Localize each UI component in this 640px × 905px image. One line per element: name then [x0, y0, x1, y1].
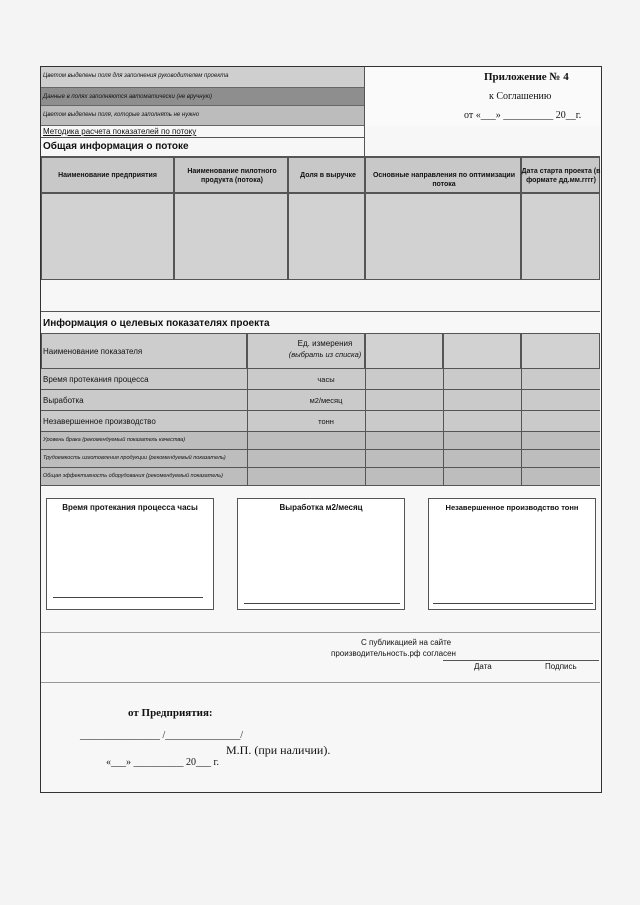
col-optimization: Основные направления по оптимизации потока	[372, 172, 516, 188]
input-start-date[interactable]	[521, 193, 600, 280]
legend-no-fill: Цветом выделены поля, которые заполнять не нужно	[41, 106, 364, 126]
chart-title: Незавершенное производство тонн	[445, 503, 579, 512]
target-row	[41, 468, 600, 486]
chart-title: Время протекания процесса часы	[62, 503, 198, 512]
divider	[247, 369, 248, 486]
divider	[41, 632, 600, 633]
chart-output	[237, 498, 405, 610]
legend-manager-fill: Цветом выделены поля для заполнения руководителем проекта	[41, 67, 364, 88]
targets-header-name: Наименование показателя	[43, 347, 143, 356]
divider	[41, 682, 600, 683]
divider	[41, 137, 364, 138]
target-unit[interactable]: тонн	[318, 417, 334, 426]
targets-section-title: Информация о целевых показателях проекта	[43, 318, 270, 329]
divider	[364, 67, 365, 157]
publication-date-label: Дата	[474, 662, 492, 671]
targets-header-unit-hint: (выбрать из списка)	[288, 350, 362, 359]
targets-header-bg	[521, 333, 600, 369]
input-revenue-share[interactable]	[288, 193, 365, 280]
targets-header-bg	[365, 333, 443, 369]
divider	[521, 369, 522, 486]
chart-process-time	[46, 498, 214, 610]
target-row	[41, 450, 600, 468]
enterprise-sign-line[interactable]: ________________ /_______________/	[80, 730, 244, 741]
chart-wip	[428, 498, 596, 610]
target-unit[interactable]: м2/месяц	[309, 396, 343, 405]
divider	[41, 311, 600, 312]
input-enterprise[interactable]	[41, 193, 174, 280]
publication-line2: производительность.рф согласен	[331, 649, 456, 658]
target-name: Время протекания процесса	[43, 375, 149, 384]
chart-axis	[53, 597, 203, 598]
enterprise-title: от Предприятия:	[128, 707, 213, 719]
appendix-subtitle: к Соглашению	[489, 91, 552, 102]
col-revenue-share: Доля в выручке	[300, 172, 356, 179]
publication-line1: С публикацией на сайте	[361, 638, 452, 647]
col-pilot-product: Наименование пилотного продукта (потока)	[187, 168, 277, 184]
col-start-date: Дата старта проекта (в формате дд.мм.гггг)	[521, 168, 601, 184]
appendix-date: от «___» __________ 20__г.	[464, 110, 582, 121]
enterprise-date-line[interactable]: «___» __________ 20___ г.	[106, 757, 219, 768]
divider	[365, 369, 366, 486]
target-name: Незавершенное производство	[43, 417, 156, 426]
target-unit[interactable]: часы	[317, 375, 335, 384]
input-optimization[interactable]	[365, 193, 521, 280]
publication-sign-label: Подпись	[545, 662, 577, 671]
chart-title: Выработка м2/месяц	[279, 503, 363, 512]
target-name: Выработка	[43, 396, 84, 405]
target-row	[41, 432, 600, 450]
signature-line	[443, 660, 599, 661]
target-name: Трудоемкость изготовления продукции (рекомендуемый показатель)	[43, 455, 226, 461]
col-enterprise: Наименование предприятия	[58, 172, 157, 179]
target-name: Общая эффективность оборудования (рекомендуемый показатель)	[43, 473, 224, 479]
targets-header-unit: Ед. измерения	[297, 339, 353, 348]
target-name: Уровень брака (рекомендуемый показатель качества)	[43, 437, 186, 443]
chart-axis	[244, 603, 400, 604]
input-pilot-product[interactable]	[174, 193, 288, 280]
divider	[443, 369, 444, 486]
methodology-link[interactable]: Методика расчета показателей по потоку	[43, 127, 197, 136]
target-row	[41, 390, 600, 411]
target-row	[41, 411, 600, 432]
target-row	[41, 369, 600, 390]
appendix-title: Приложение № 4	[484, 71, 569, 83]
stamp-label: М.П. (при наличии).	[226, 743, 331, 757]
chart-axis	[433, 603, 593, 604]
targets-header-bg	[443, 333, 521, 369]
general-section-title: Общая информация о потоке	[43, 141, 189, 152]
appendix-header	[364, 67, 600, 126]
legend-auto-fill: Данные в полях заполняются автоматически (не вручную)	[41, 88, 364, 106]
